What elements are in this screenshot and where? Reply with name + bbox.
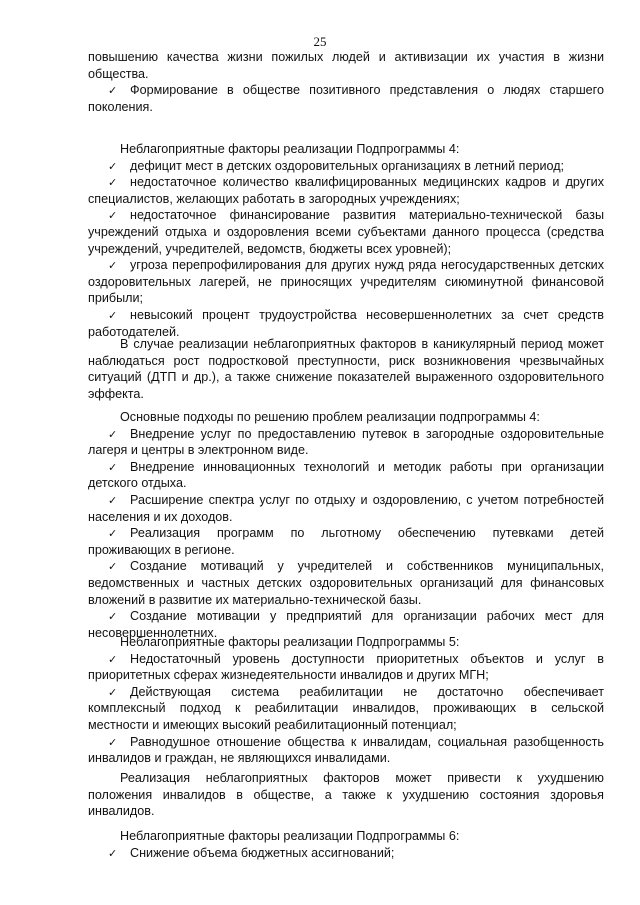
line-text: населения и их доходов. xyxy=(88,509,233,524)
bullet-line xyxy=(88,734,604,751)
text-line xyxy=(88,475,604,492)
bullet-line xyxy=(88,257,604,274)
line-text: невысокий процент трудоустройства несовершеннолетних за счет средств xyxy=(130,307,604,322)
line-text: Расширение спектра услуг по отдыху и оздоровлению, с учетом потребностей xyxy=(130,492,604,507)
checkmark-icon: ✓ xyxy=(108,159,118,173)
checkmark-icon: ✓ xyxy=(108,493,118,507)
text-block xyxy=(88,409,604,641)
page-number: 25 xyxy=(313,34,327,49)
line-text: Недостаточный уровень доступности приоритетных объектов и услуг в xyxy=(130,651,604,666)
line-text: эффекта. xyxy=(88,386,144,401)
line-text: Создание мотиваций у учредителей и собственников муниципальных, xyxy=(130,559,604,574)
line-text: проживающих в регионе. xyxy=(88,542,235,557)
bullet-line xyxy=(88,608,604,625)
text-line xyxy=(88,191,604,208)
checkmark-icon: ✓ xyxy=(108,527,118,541)
checkmark-icon: ✓ xyxy=(108,685,118,699)
text-line xyxy=(88,442,604,459)
line-text: учреждений отдыха и оздоровления всеми субъектами данного процесса (средства xyxy=(88,224,604,239)
line-text: ведомственных и частных детских оздоровительных организаций для финансовых xyxy=(88,575,604,590)
text-line xyxy=(88,700,604,717)
line-text: местности и имеющих высокий реабилитационный потенциал; xyxy=(88,717,457,732)
text-line xyxy=(88,634,604,651)
bullet-line xyxy=(88,684,604,701)
line-text: положения инвалидов в обществе, а также к ухудшению состояния здоровья xyxy=(88,787,604,802)
bullet-line xyxy=(88,158,604,175)
text-line xyxy=(88,803,604,820)
line-text: Формирование в обществе позитивного представления о людях старшего xyxy=(130,83,604,98)
line-text: комплексный подход к реабилитации инвалидов, проживающих в сельской xyxy=(88,701,604,716)
checkmark-icon: ✓ xyxy=(108,427,118,441)
line-text: приоритетных сферах жизнедеятельности инвалидов и других МГН; xyxy=(88,668,489,683)
text-block xyxy=(88,634,604,767)
bullet-line xyxy=(88,651,604,668)
line-text: Неблагоприятные факторы реализации Подпрограммы 5: xyxy=(120,635,460,649)
line-text: общества. xyxy=(88,66,149,81)
line-text: Снижение объема бюджетных ассигнований; xyxy=(130,845,395,860)
text-line xyxy=(88,717,604,734)
text-line xyxy=(88,274,604,291)
line-text: наблюдаться рост подростковой преступности, риск возникновения чрезвычайных xyxy=(88,353,604,368)
text-line xyxy=(88,224,604,241)
text-line xyxy=(88,575,604,592)
line-text: повышению качества жизни пожилых людей и активизации их участия в жизни xyxy=(88,50,604,64)
line-text: несовершеннолетних. xyxy=(88,625,218,640)
line-text: В случае реализации неблагоприятных факторов в каникулярный период может xyxy=(120,337,604,351)
bullet-line xyxy=(88,207,604,224)
text-line xyxy=(88,509,604,526)
line-text: детского отдыха. xyxy=(88,476,187,491)
bullet-line xyxy=(88,525,604,542)
text-line xyxy=(88,49,604,66)
checkmark-icon: ✓ xyxy=(108,259,118,273)
line-text: Реализация неблагоприятных факторов может привести к ухудшению xyxy=(120,771,604,785)
bullet-line xyxy=(88,307,604,324)
text-line xyxy=(88,241,604,258)
line-text: Реализация программ по льготному обеспечению путевками детей xyxy=(130,526,604,541)
text-block xyxy=(88,828,604,861)
line-text: Действующая система реабилитации не достаточно обеспечивает xyxy=(130,684,604,699)
bullet-line xyxy=(88,174,604,191)
checkmark-icon: ✓ xyxy=(108,652,118,666)
line-text: дефицит мест в детских оздоровительных организациях в летний период; xyxy=(130,158,565,173)
text-line xyxy=(88,290,604,307)
bullet-line xyxy=(88,558,604,575)
text-line xyxy=(88,667,604,684)
line-text: Создание мотивации у предприятий для организации рабочих мест для xyxy=(130,609,604,624)
text-line xyxy=(88,770,604,787)
text-line xyxy=(88,787,604,804)
line-text: прибыли; xyxy=(88,291,144,306)
line-text: Внедрение инновационных технологий и методик работы при организации xyxy=(130,459,604,474)
text-line xyxy=(88,369,604,386)
checkmark-icon: ✓ xyxy=(108,209,118,223)
bullet-line xyxy=(88,426,604,443)
checkmark-icon: ✓ xyxy=(108,176,118,190)
line-text: лагеря и центры в электронном виде. xyxy=(88,443,309,458)
bullet-line xyxy=(88,459,604,476)
checkmark-icon: ✓ xyxy=(108,610,118,624)
line-text: Внедрение услуг по предоставлению путевок в загородные оздоровительные xyxy=(130,426,604,441)
line-text: Неблагоприятные факторы реализации Подпрограммы 6: xyxy=(120,829,460,843)
checkmark-icon: ✓ xyxy=(108,735,118,749)
line-text: работодателей. xyxy=(88,324,180,339)
text-line xyxy=(88,353,604,370)
text-line xyxy=(88,542,604,559)
line-text: Равнодушное отношение общества к инвалидам, социальная разобщенность xyxy=(130,734,604,749)
line-text: Основные подходы по решению проблем реализации подпрограммы 4: xyxy=(120,410,540,424)
text-line xyxy=(88,141,604,158)
line-text: учреждений, учредителей, ведомств, бюджеты всех уровней); xyxy=(88,241,452,256)
text-line xyxy=(88,750,604,767)
text-block xyxy=(88,49,604,115)
line-text: недостаточное количество квалифицированных медицинских кадров и других xyxy=(130,175,604,190)
line-text: ситуаций (ДТП и др.), а также снижение показателей выраженного оздоровительного xyxy=(88,370,604,385)
checkmark-icon: ✓ xyxy=(108,308,118,322)
text-line xyxy=(88,336,604,353)
checkmark-icon: ✓ xyxy=(108,560,118,574)
text-block xyxy=(88,141,604,340)
text-line xyxy=(88,592,604,609)
bullet-line xyxy=(88,845,604,862)
checkmark-icon: ✓ xyxy=(108,460,118,474)
line-text: оздоровительных лагерей, не приносящих учредителям сиюминутной финансовой xyxy=(88,274,604,289)
text-block xyxy=(88,336,604,402)
text-line xyxy=(88,66,604,83)
text-line xyxy=(88,828,604,845)
line-text: специалистов, желающих работать в загородных учреждениях; xyxy=(88,191,460,206)
bullet-line xyxy=(88,82,604,99)
line-text: вложений в развитие их материально-технической базы. xyxy=(88,592,422,607)
line-text: недостаточное финансирование развития материально-технической базы xyxy=(130,208,604,223)
checkmark-icon: ✓ xyxy=(108,846,118,860)
line-text: угроза перепрофилирования для других нужд ряда негосударственных детских xyxy=(130,258,604,273)
line-text: поколения. xyxy=(88,99,153,114)
line-text: инвалидов и граждан, не являющихся инвалидами. xyxy=(88,751,391,766)
text-line xyxy=(88,409,604,426)
line-text: инвалидов. xyxy=(88,804,155,819)
line-text: Неблагоприятные факторы реализации Подпрограммы 4: xyxy=(120,142,460,156)
text-line xyxy=(88,99,604,116)
text-line xyxy=(88,386,604,403)
bullet-line xyxy=(88,492,604,509)
checkmark-icon: ✓ xyxy=(108,84,118,98)
text-block xyxy=(88,770,604,820)
